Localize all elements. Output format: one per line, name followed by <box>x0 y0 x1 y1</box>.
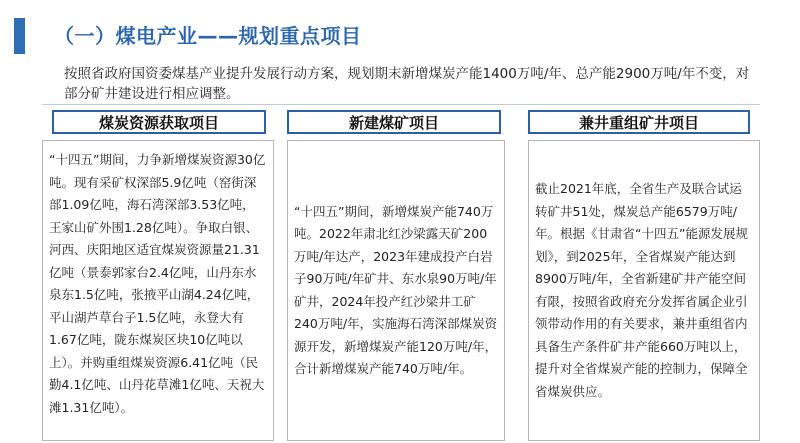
divider <box>42 104 760 105</box>
intro-paragraph: 按照省政府国资委煤基产业提升发展行动方案，规划期末新增煤炭产能1400万吨/年、总产能2900万吨/年不变，对部分矿井建设进行相应调整。 <box>64 66 750 102</box>
column-text-new-mines: “十四五”期间，新增煤炭产能740万吨。2022年肃北红沙梁露天矿200万吨/年达产，2023年建成投产白岩子90万吨/年矿井、东水泉90万吨/年矿井，2024年投产红沙梁井工矿240万吨/年，实施海石湾深部煤炭资源开发，新增煤炭产能120万吨/年，合计新增煤炭产能740万吨/年。 <box>294 203 498 376</box>
column-header-resource-acquisition: 煤炭资源获取项目 <box>52 110 266 134</box>
column-box-merger-mines <box>528 140 760 441</box>
column-text-resource-acquisition: “十四五”期间，力争新增煤炭资源30亿吨。现有采矿权深部5.9亿吨（窑街深部1.09亿吨，海石湾深部3.53亿吨，王家山矿外围1.28亿吨）。争取白银、河西、庆阳地区适宜煤炭资源量21.31亿吨（景泰郭家台2.4亿吨，山丹东水泉东1.5亿吨，张掖平山湖4.24亿吨，平山湖芦草台子1.5亿吨，永登大有1.67亿吨，陇东煤炭区块10亿吨以上）。并购重组煤炭资源6.41亿吨（民勤4.1亿吨、山丹花草滩1亿吨、天祝大滩1.31亿吨）。 <box>49 152 266 415</box>
page-title: （一）煤电产业——规划重点项目 <box>54 24 362 48</box>
column-header-new-mines: 新建煤矿项目 <box>287 110 501 134</box>
title-accent-bar <box>14 18 25 54</box>
column-text-merger-mines: 截止2021年底，全省生产及联合试运转矿井51处，煤炭总产能6579万吨/年。根据《甘肃省“十四五”能源发展规划》，到2025年，全省煤炭产能达到8900万吨/年，全省新建矿井产能空间有限，按照省政府充分发挥省属企业引领带动作用的有关要求，兼井重组省内具备生产条件矿井产能660万吨以上，提升对全省煤炭产能的控制力，保障全省煤炭供应。 <box>535 181 748 399</box>
column-header-merger-mines: 兼井重组矿井项目 <box>528 110 750 134</box>
column-box-new-mines <box>287 140 505 441</box>
column-box-resource-acquisition <box>42 140 274 441</box>
